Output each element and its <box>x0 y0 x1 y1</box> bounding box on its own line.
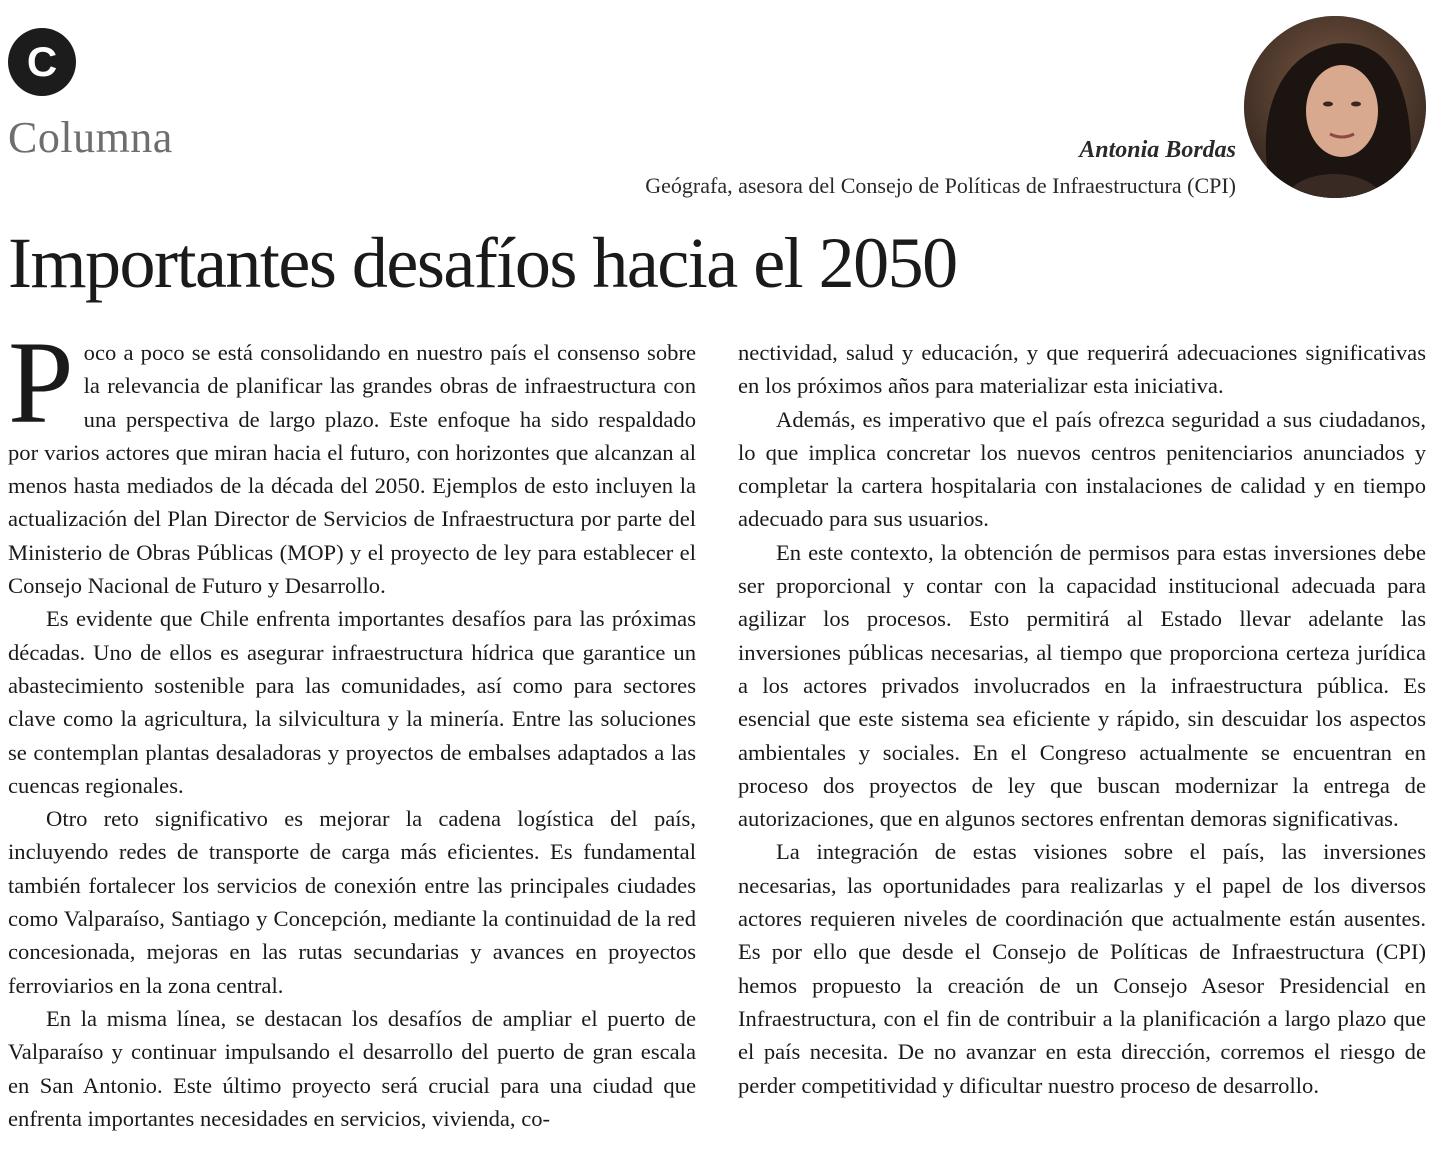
paragraph-1-text: oco a poco se está consolidando en nuestro país el consenso sobre la relevancia de planificar las grandes obras de infraestructura con una perspectiva de largo plazo. Este enfoque ha sido respaldado por varios actores que miran hacia el futuro, con horizontes que alcanzan al menos hasta mediados de la década del 2050. Ejemplos de esto incluyen la actualización del Plan Director de Servicios de Infraestructura por parte del Ministerio de Obras Públicas (MOP) y el proyecto de ley para establecer el Consejo Nacional de Futuro y Desarrollo. <box>8 340 696 599</box>
drop-cap: P <box>8 317 74 448</box>
paragraph-6: En este contexto, la obtención de permisos para estas inversiones debe ser proporcional y contar con la capacidad institucional adecuada para agilizar los procesos. Esto permitirá al Estado llevar adelante las inversiones públicas necesarias, al tiempo que proporciona certeza jurídica a los actores privados involucrados en la infraestructura pública. Es esencial que este sistema sea eficiente y rápido, sin descuidar los aspectos ambientales y sociales. En el Congreso actualmente se encuentran en proceso dos proyectos de ley que buscan modernizar la entrega de autorizaciones, que en algunos sectores enfrentan demoras significativas. <box>738 539 1426 832</box>
paragraph-4: En la misma línea, se destacan los desafíos de ampliar el puerto de Valparaíso y continuar impulsando el desarrollo del puerto de gran escala en San Antonio. Este último proyecto será crucial para una ciudad que enfrenta importantes necesidades en servicios, vivienda, co- <box>8 1005 696 1131</box>
paragraph-3: Otro reto significativo es mejorar la cadena logística del país, incluyendo redes de transporte de carga más eficientes. Es fundamental también fortalecer los servicios de conexión entre las principales ciudades como Valparaíso, Santiago y Concepción, mediante la continuidad de la red concesionada, mejoras en las rutas secundarias y avances en proyectos ferroviarios en la zona central. <box>8 806 696 998</box>
section-label: Columna <box>8 113 173 162</box>
paragraph-1 <box>8 317 696 602</box>
paragraph-7: La integración de estas visiones sobre el país, las inversiones necesarias, las oportunidades para realizarlas y el papel de los diversos actores requieren niveles de coordinación que actualmente están ausentes. Es por ello que desde el Consejo de Políticas de Infraestructura (CPI) hemos propuesto la creación de un Consejo Asesor Presidencial en Infraestructura, con el fin de contribuir a la planificación a largo plazo que el país necesita. De no avanzar en esta dirección, corremos el riesgo de perder competitividad y dificultar nuestro proceso de desarrollo. <box>738 839 1426 1098</box>
paragraph-4-continued: nectividad, salud y educación, y que requerirá adecuaciones significativas en los próximos años para materializar esta iniciativa. <box>738 340 1426 399</box>
article-column-left <box>8 317 696 1135</box>
paragraph-5: Además, es imperativo que el país ofrezca seguridad a sus ciudadanos, lo que implica concretar los nuevos centros penitenciarios anunciados y completar la cartera hospitalaria con instalaciones de calidad y en tiempo adecuado para sus usuarios. <box>738 406 1426 532</box>
author-photo <box>1244 16 1426 198</box>
author-name: Antonia Bordas <box>1079 137 1236 163</box>
section-logo-badge <box>8 28 76 96</box>
author-portrait-image <box>1244 16 1426 198</box>
author-role: Geógrafa, asesora del Consejo de Políticas de Infraestructura (CPI) <box>645 173 1236 198</box>
paragraph-2: Es evidente que Chile enfrenta importantes desafíos para las próximas décadas. Uno de ellos es asegurar infraestructura hídrica que garantice un abastecimiento sostenible para las comunidades, así como para sectores clave como la agricultura, la silvicultura y la minería. Entre las soluciones se contemplan plantas desaladoras y proyectos de embalses adaptados a las cuencas regionales. <box>8 606 696 798</box>
logo-letter: C <box>26 38 58 85</box>
article-column-right <box>738 336 1426 1102</box>
article-headline: Importantes desafíos hacia el 2050 <box>8 223 957 303</box>
